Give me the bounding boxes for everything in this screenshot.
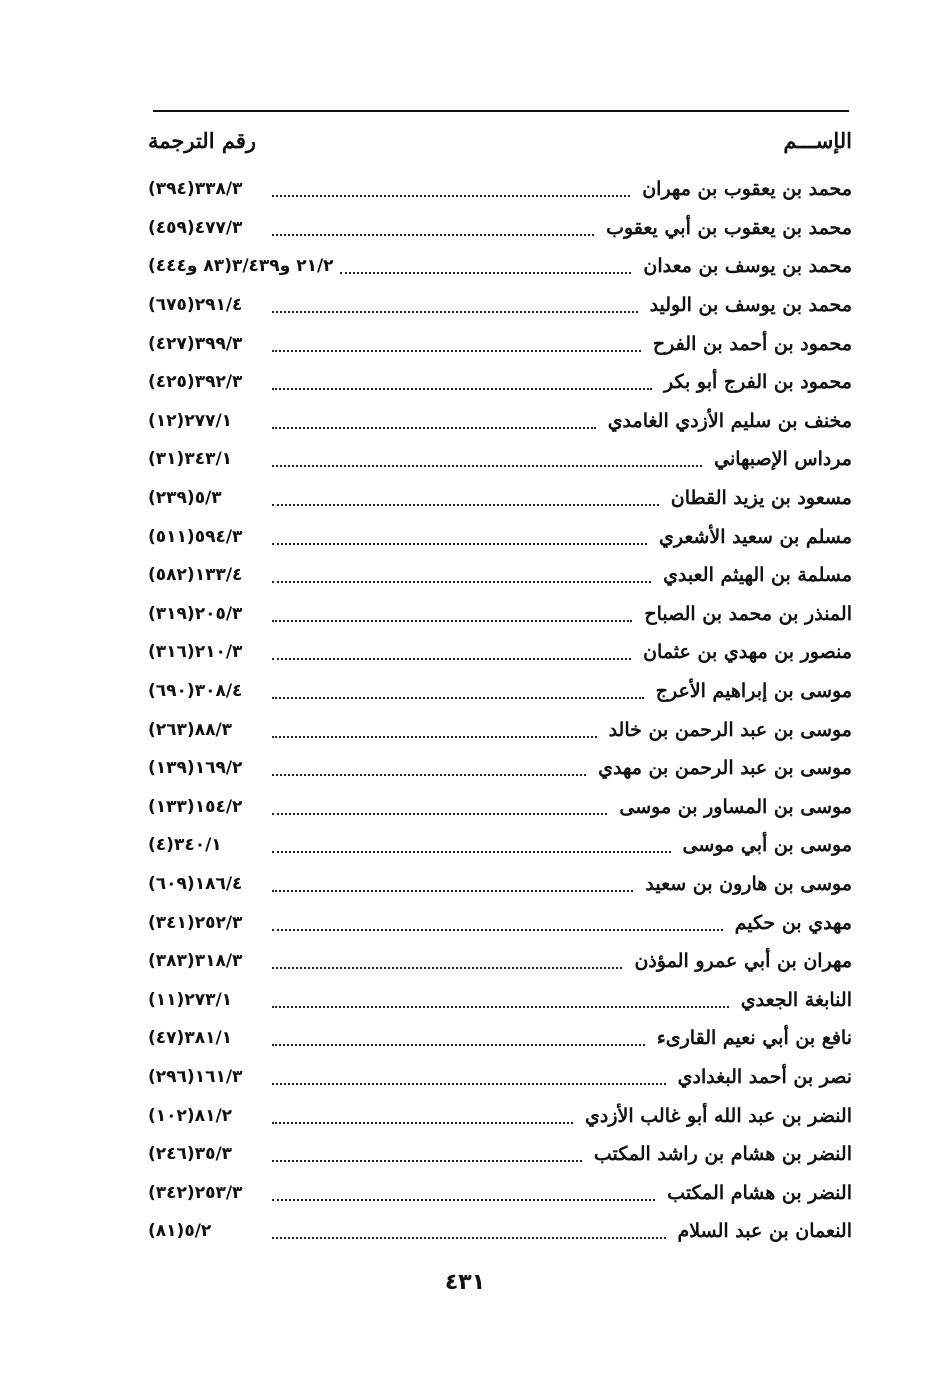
entry-name: مهران بن أبي عمرو المؤذن — [634, 950, 852, 973]
table-header — [148, 122, 852, 158]
entry-name: موسى بن عبد الرحمن بن خالد — [608, 718, 852, 741]
list-item — [148, 170, 852, 209]
entry-ref: (١٢)٢٧٧/١ — [148, 410, 233, 431]
list-item — [148, 1135, 852, 1174]
entry-name: المنذر بن محمد بن الصباح — [644, 602, 852, 625]
list-item — [148, 1173, 852, 1212]
dot-leader — [272, 697, 644, 699]
entry-ref: (٣٩٤)٣٣٨/٣ — [148, 179, 243, 200]
entry-ref: (٢٦٣)٨٨/٣ — [148, 719, 233, 740]
entry-name: مسلمة بن الهيثم العبدي — [663, 564, 852, 587]
list-item — [148, 788, 852, 827]
entry-name: نصر بن أحمد البغدادي — [677, 1065, 852, 1088]
dot-leader — [272, 1044, 645, 1046]
entry-ref: (٥١١)٥٩٤/٣ — [148, 526, 243, 547]
list-item — [148, 672, 852, 711]
entry-name: محمد بن يوسف بن الوليد — [649, 294, 852, 317]
entry-ref: (١١)٢٧٣/١ — [148, 989, 233, 1010]
list-item — [148, 1096, 852, 1135]
dot-leader — [272, 774, 586, 776]
entry-name: مخنف بن سليم الأزدي الغامدي — [607, 409, 852, 432]
entry-ref: (٤٢٥)٣٩٢/٣ — [148, 372, 243, 393]
entry-ref: (٣١٩)٢٠٥/٣ — [148, 603, 243, 624]
dot-leader — [272, 1122, 573, 1124]
dot-leader — [272, 1237, 666, 1239]
entry-name: موسى بن المساور بن موسى — [619, 795, 852, 818]
entry-ref: (٢٣٩)٥/٣ — [148, 488, 222, 509]
list-item — [148, 942, 852, 981]
dot-leader — [272, 658, 631, 660]
dot-leader — [272, 620, 632, 622]
entry-name: محمد بن يعقوب بن مهران — [642, 178, 852, 201]
dot-leader — [272, 195, 630, 197]
dot-leader — [272, 1160, 582, 1162]
dot-leader — [272, 1006, 729, 1008]
entry-ref: (٦٧٥)٢٩١/٤ — [148, 295, 243, 316]
entry-name: موسى بن هارون بن سعيد — [645, 872, 852, 895]
entry-ref: (٣١)٣٤٣/١ — [148, 449, 233, 470]
entry-name: منصور بن مهدي بن عثمان — [643, 641, 852, 664]
dot-leader — [272, 967, 622, 969]
list-item — [148, 1019, 852, 1058]
dot-leader — [272, 504, 659, 506]
entry-ref: (١٠٢)٨١/٢ — [148, 1105, 233, 1126]
entry-name: النعمان بن عبد السلام — [677, 1220, 852, 1243]
list-item — [148, 247, 852, 286]
entry-name: محمود بن أحمد بن الفرح — [652, 332, 852, 355]
dot-leader — [272, 1199, 655, 1201]
entry-ref: (٦٩٠)٣٠٨/٤ — [148, 681, 243, 702]
entry-name: النضر بن عبد الله أبو غالب الأزدي — [585, 1104, 852, 1127]
list-item — [148, 286, 852, 325]
dot-leader — [272, 581, 651, 583]
list-item — [148, 826, 852, 865]
entry-ref: (٨١)٥/٢ — [148, 1221, 212, 1242]
entry-ref: ٢١/٢ و٣/٤٣٩(٨٣ و٤٤٤) — [148, 256, 334, 277]
entry-ref: (٢٤٦)٣٥/٣ — [148, 1144, 233, 1165]
entry-ref: (٤٥٩)٤٧٧/٣ — [148, 217, 243, 238]
list-item — [148, 440, 852, 479]
list-item — [148, 363, 852, 402]
dot-leader — [272, 543, 647, 545]
entry-name: موسى بن إبراهيم الأعرج — [655, 680, 852, 703]
entry-name: مهدي بن حكيم — [734, 911, 852, 934]
list-item — [148, 324, 852, 363]
list-item — [148, 517, 852, 556]
entry-name: موسى بن أبي موسى — [682, 834, 852, 857]
entry-name: محمود بن الفرج أبو بكر — [664, 371, 852, 394]
entry-ref: (٢٩٦)١٦١/٣ — [148, 1066, 243, 1087]
list-item — [148, 980, 852, 1019]
entry-name: النضر بن هشام المكتب — [667, 1181, 852, 1204]
dot-leader — [272, 427, 596, 429]
list-item — [148, 595, 852, 634]
entry-ref: (٤٧)٣٨١/١ — [148, 1028, 233, 1049]
dot-leader — [272, 388, 652, 390]
list-item — [148, 865, 852, 904]
dot-leader — [272, 1083, 666, 1085]
entry-ref: (٥٨٢)١٣٣/٤ — [148, 565, 243, 586]
dot-leader — [272, 851, 671, 853]
name-column-header: الإســـم — [783, 127, 852, 153]
list-item — [148, 633, 852, 672]
list-item — [148, 209, 852, 248]
dot-leader — [272, 813, 607, 815]
page-number: ٤٣١ — [444, 1270, 486, 1295]
entry-ref: (٣٨٣)٣١٨/٣ — [148, 951, 243, 972]
entry-ref: (٣٤٢)٢٥٣/٣ — [148, 1182, 243, 1203]
list-item — [148, 479, 852, 518]
list-item — [148, 710, 852, 749]
dot-leader — [272, 465, 702, 467]
dot-leader — [272, 890, 633, 892]
dot-leader — [272, 311, 638, 313]
list-item — [148, 749, 852, 788]
entry-name: محمد بن يوسف بن معدان — [643, 255, 852, 278]
dot-leader — [272, 350, 641, 352]
entry-ref: (٣٤١)٢٥٢/٣ — [148, 912, 243, 933]
dot-leader — [272, 736, 597, 738]
dot-leader — [272, 929, 723, 931]
dot-leader — [272, 234, 594, 236]
entry-name: مرداس الإصبهاني — [714, 448, 852, 471]
entry-name: مسعود بن يزيد القطان — [670, 487, 852, 510]
entry-ref: (٣١٦)٢١٠/٣ — [148, 642, 243, 663]
entry-name: النضر بن هشام بن راشد المكتب — [593, 1143, 852, 1166]
header-rule — [153, 110, 849, 112]
entry-ref: (٦٠٩)١٨٦/٤ — [148, 873, 243, 894]
list-item — [148, 556, 852, 595]
entries-list — [148, 170, 852, 1251]
list-item — [148, 1212, 852, 1251]
entry-name: مسلم بن سعيد الأشعري — [658, 525, 852, 548]
list-item — [148, 903, 852, 942]
entry-ref: (١٣٩)١٦٩/٢ — [148, 758, 243, 779]
entry-name: نافع بن أبي نعيم القارىء — [656, 1027, 852, 1050]
list-item — [148, 402, 852, 441]
entry-name: النابغة الجعدي — [740, 988, 852, 1011]
entry-ref: (٤)٣٤٠/١ — [148, 835, 222, 856]
list-item — [148, 1058, 852, 1097]
entry-name: محمد بن يعقوب بن أبي يعقوب — [606, 216, 852, 239]
entry-ref: (١٣٣)١٥٤/٢ — [148, 796, 243, 817]
dot-leader — [340, 272, 632, 274]
ref-column-header: رقم الترجمة — [148, 127, 257, 153]
entry-ref: (٤٢٧)٣٩٩/٣ — [148, 333, 243, 354]
entry-name: موسى بن عبد الرحمن بن مهدي — [598, 757, 852, 780]
